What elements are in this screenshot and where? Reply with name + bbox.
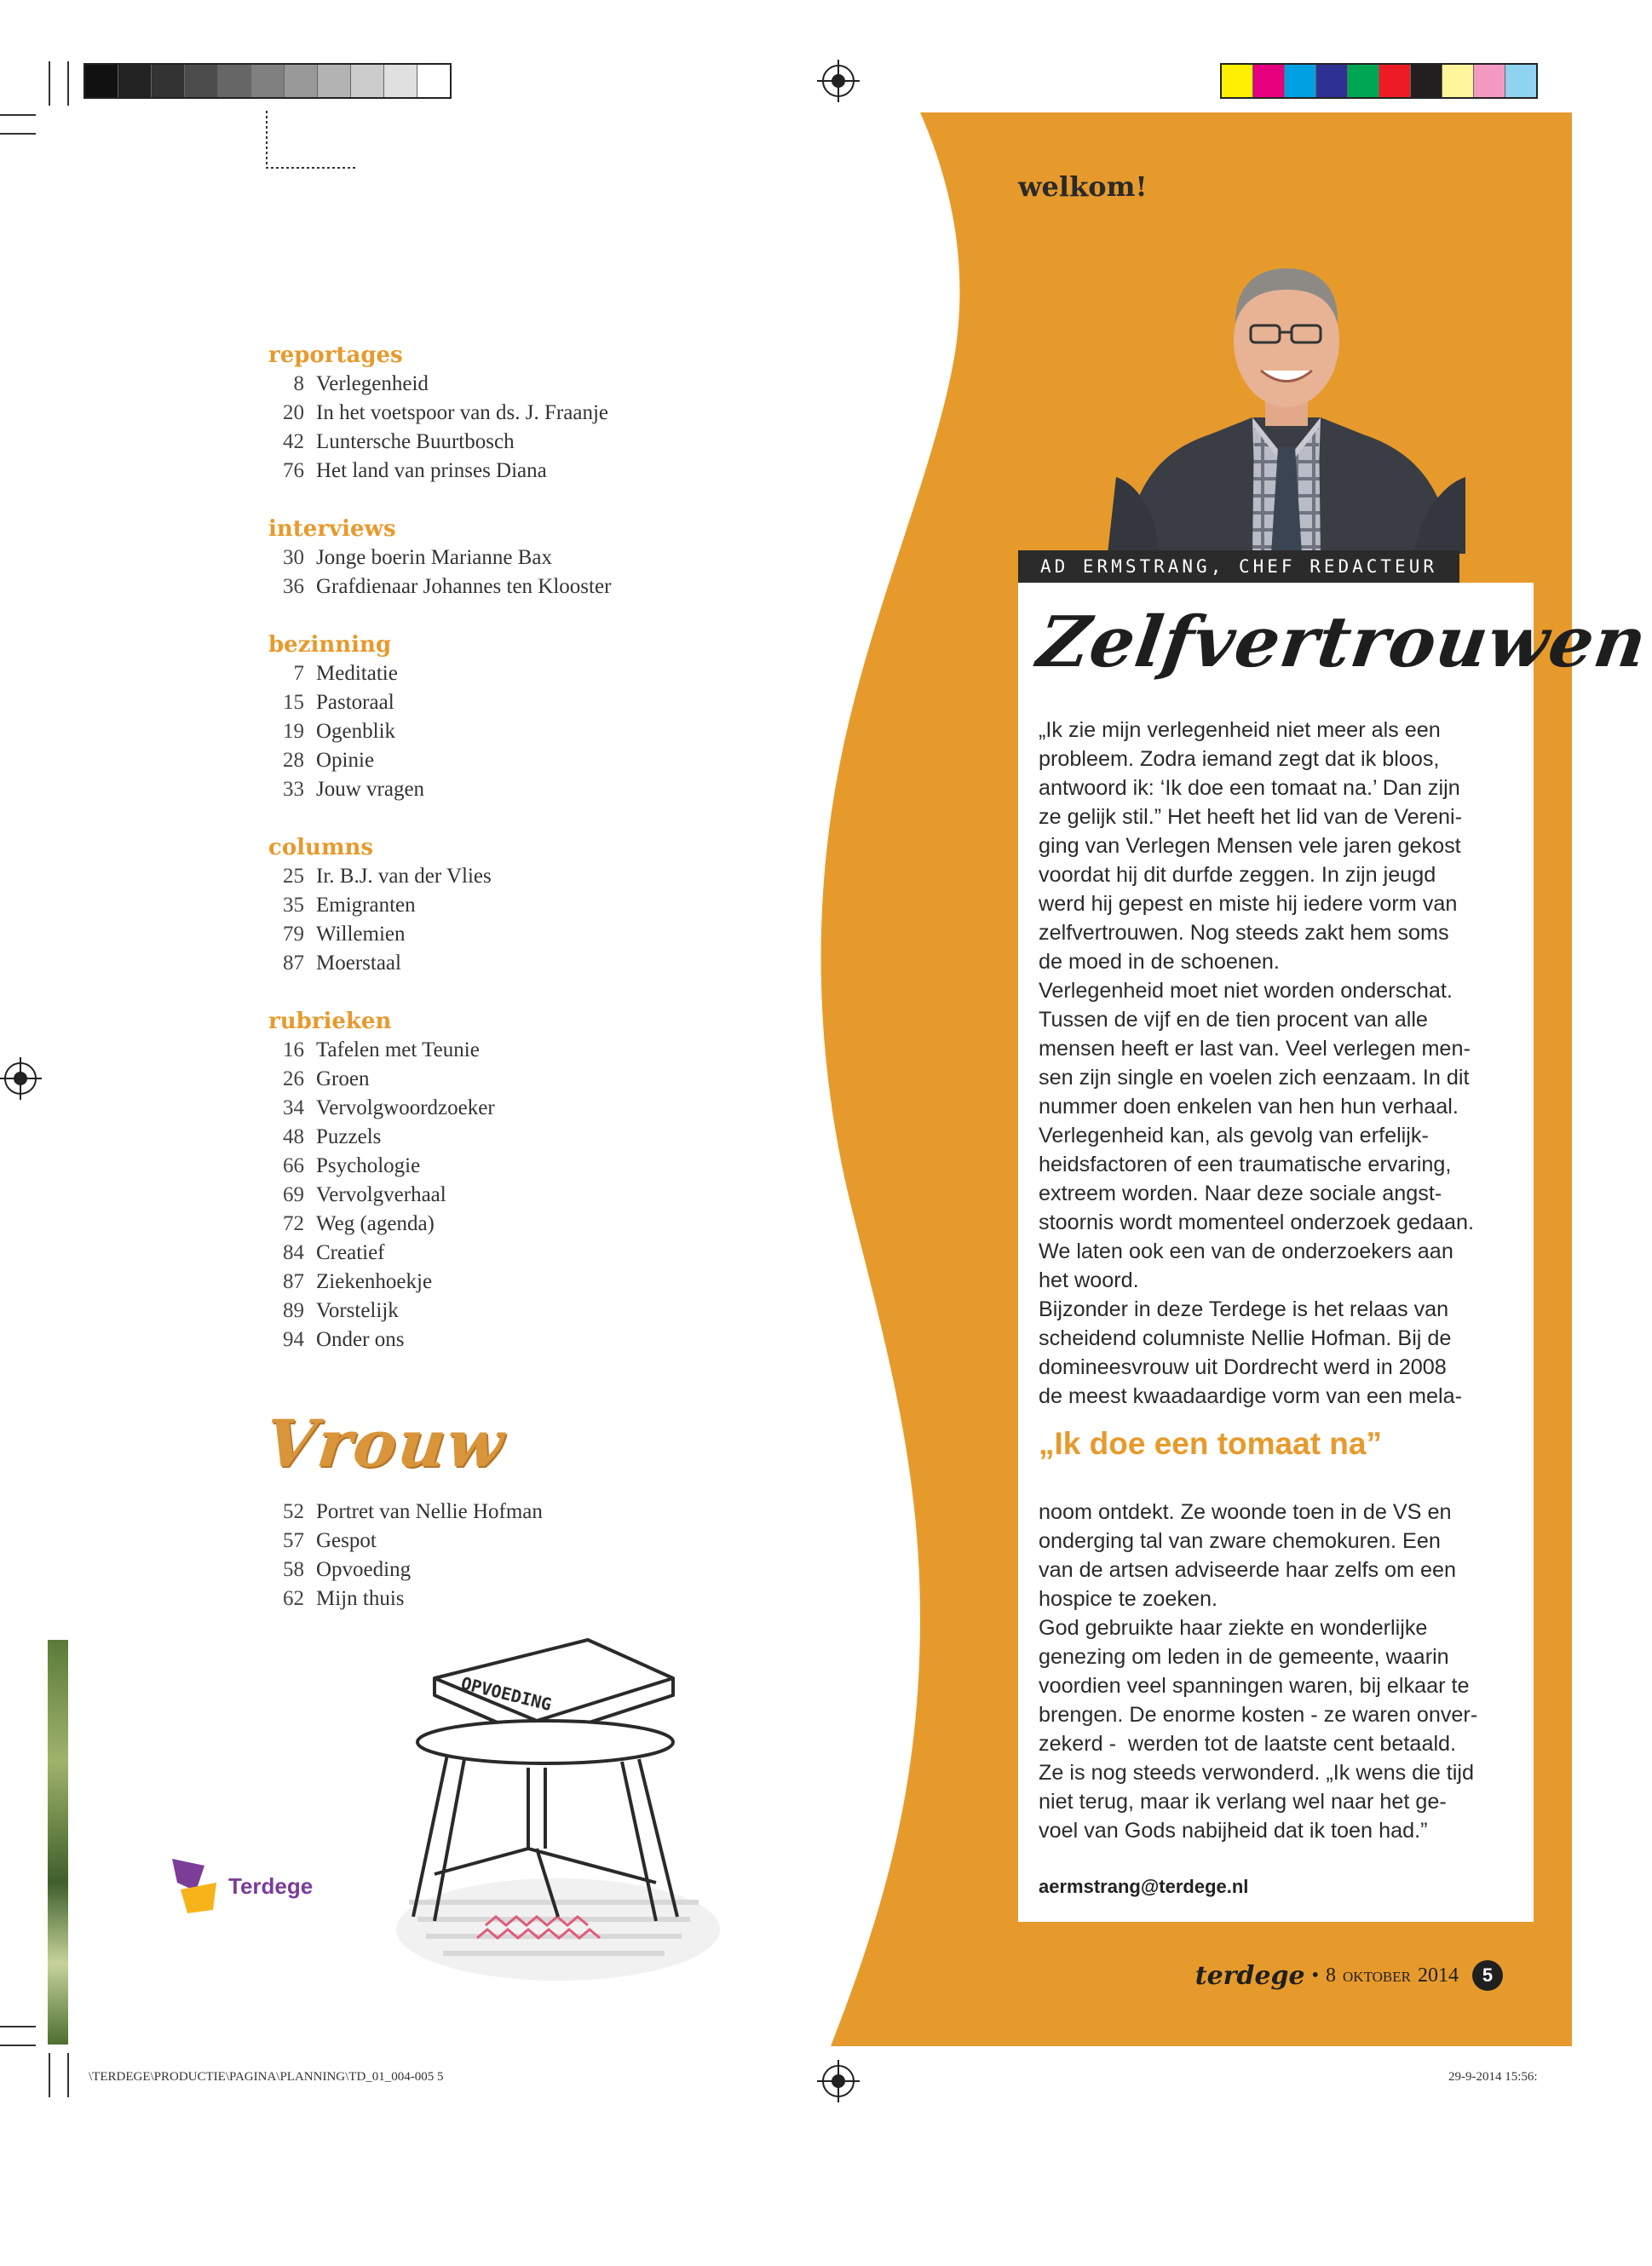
toc-page-number: 33 — [283, 778, 304, 801]
toc-entry-title: Vervolgverhaal — [316, 1183, 446, 1206]
toc-entry[interactable] — [268, 1036, 745, 1065]
toc-entry-title: Jouw vragen — [316, 778, 425, 801]
toc-page-number: 89 — [283, 1299, 304, 1322]
pull-quote: „Ik doe een tomaat na” — [1039, 1426, 1382, 1461]
toc-page-number: 26 — [283, 1067, 304, 1090]
terdege-logo-text: Terdege — [228, 1872, 314, 1899]
article-line: antwoord ik: ‘Ik doe een tomaat na.’ Dan zijn — [1039, 776, 1460, 800]
editorial-article — [1018, 583, 1652, 1922]
toc-page-number: 57 — [283, 1529, 304, 1552]
toc-section-heading: interviews — [268, 516, 396, 542]
toc-page-number: 72 — [283, 1212, 304, 1235]
toc-entry[interactable] — [268, 1527, 543, 1556]
toc-page-number: 52 — [283, 1500, 304, 1523]
toc-entry-title: Puzzels — [316, 1125, 382, 1148]
toc-entry[interactable] — [268, 862, 745, 891]
toc-entry-title: Emigranten — [316, 894, 416, 917]
toc-entry-title: Groen — [316, 1067, 370, 1090]
toc-entry[interactable] — [268, 1239, 745, 1268]
article-line: voordien veel spanningen waren, bij elkaar te — [1039, 1674, 1470, 1698]
toc-page-number: 20 — [283, 401, 304, 424]
article-line: hospice te zoeken. — [1039, 1587, 1218, 1611]
page-footer — [1195, 1960, 1503, 1991]
toc-page-number: 62 — [283, 1587, 304, 1610]
photo-caption: AD ERMSTRANG, CHEF REDACTEUR — [1018, 550, 1459, 583]
toc-section — [268, 630, 745, 804]
toc-entry-title: Verlegenheid — [316, 372, 429, 395]
toc-entry-title: Vervolgwoordzoeker — [316, 1096, 495, 1119]
article-line: ze gelijk stil.” Het heeft het lid van de Vereni- — [1039, 805, 1463, 829]
toc-entry-title: Tafelen met Teunie — [316, 1038, 480, 1061]
toc-page-number: 48 — [283, 1125, 304, 1148]
article-line: „Ik zie mijn verlegenheid niet meer als een — [1039, 718, 1441, 742]
toc-entry-title: Portret van Nellie Hofman — [316, 1500, 543, 1523]
toc-entry-title: Gespot — [316, 1529, 377, 1552]
toc-entry[interactable] — [268, 1094, 745, 1123]
toc-section-heading: columns — [268, 835, 374, 860]
toc-section-heading: bezinning — [268, 632, 392, 658]
vrouw-section-logo: Vrouw — [262, 1406, 509, 1481]
footer-separator: • — [1311, 1964, 1320, 1987]
toc-page-number: 15 — [283, 691, 304, 714]
article-line: heidsfactoren of een traumatische ervaring, — [1039, 1153, 1452, 1176]
toc-entry[interactable] — [268, 1326, 745, 1354]
page-number: 5 — [1472, 1960, 1503, 1991]
toc-entry-title: In het voetspoor van ds. J. Fraanje — [316, 401, 608, 424]
toc-entry[interactable] — [268, 920, 745, 949]
toc-entry-title: Grafdienaar Johannes ten Klooster — [316, 575, 612, 598]
toc-page-number: 94 — [283, 1328, 304, 1351]
toc-section — [268, 833, 745, 978]
slug-datetime: 29-9-2014 15:56: — [1448, 2070, 1538, 2084]
toc-entry-title: Moerstaal — [316, 952, 401, 975]
toc-page-number: 35 — [283, 894, 304, 917]
article-line: We laten ook een van de onderzoekers aan — [1039, 1239, 1453, 1263]
toc-entry-title: Jonge boerin Marianne Bax — [316, 546, 553, 569]
article-line: zekerd - werden tot de laatste cent betaald. — [1039, 1732, 1457, 1756]
toc-page-number: 87 — [283, 1270, 304, 1293]
toc-entry[interactable] — [268, 370, 745, 399]
toc-page-number: 58 — [283, 1558, 304, 1581]
toc-entry[interactable] — [268, 1498, 543, 1527]
toc-page-number: 69 — [283, 1183, 304, 1206]
toc-page-number: 28 — [283, 749, 304, 772]
toc-page-number: 76 — [283, 459, 304, 482]
toc-entry-title: Opvoeding — [316, 1558, 412, 1581]
editor-portrait — [1108, 204, 1465, 554]
toc-page-number: 8 — [293, 372, 304, 395]
toc-entry[interactable] — [268, 659, 745, 688]
toc-entry-title: Ogenblik — [316, 720, 396, 743]
toc-entry[interactable] — [268, 1210, 745, 1239]
toc-page-number: 87 — [283, 952, 304, 975]
toc-entry[interactable] — [268, 1297, 745, 1326]
toc-entry[interactable] — [268, 746, 745, 775]
footer-date-day: 8 — [1326, 1964, 1337, 1987]
toc-page-number: 36 — [283, 575, 304, 598]
footer-date-year: 2014 — [1418, 1964, 1459, 1987]
article-line: stoornis wordt momenteel onderzoek gedaan. — [1039, 1211, 1475, 1234]
toc-page-number: 7 — [293, 662, 304, 685]
toc-page-number: 19 — [283, 720, 304, 743]
toc-section — [268, 515, 745, 601]
table-of-contents — [268, 341, 745, 1383]
toc-entry[interactable] — [268, 572, 745, 601]
toc-entry[interactable] — [268, 1123, 745, 1152]
article-line: ging van Verlegen Mensen vele jaren gekost — [1039, 834, 1461, 858]
footer-date-month: oktober — [1343, 1964, 1411, 1987]
toc-section-heading: reportages — [268, 342, 403, 368]
toc-page-number: 66 — [283, 1154, 304, 1177]
toc-section — [268, 341, 745, 486]
toc-entry-title: Vorstelijk — [316, 1299, 399, 1322]
article-line: noom ontdekt. Ze woonde toen in de VS en — [1039, 1500, 1452, 1524]
article-line: onderging tal van zware chemokuren. Een — [1039, 1529, 1441, 1553]
article-line: de moed in de schoenen. — [1039, 950, 1280, 974]
toc-entry-title: Ziekenhoekje — [316, 1270, 433, 1293]
author-email-link[interactable]: aermstrang@terdege.nl — [1039, 1876, 1249, 1897]
toc-section — [268, 1007, 745, 1354]
slug-path: \TERDEGE\PRODUCTIE\PAGINA\PLANNING\TD_01_004-005 5 — [89, 2070, 444, 2084]
toc-entry-title: Willemien — [316, 923, 406, 946]
toc-entry-title: Ir. B.J. van der Vlies — [316, 865, 492, 888]
illustration-book-label: OPVOEDING — [458, 1672, 554, 1716]
toc-entry-title: Psychologie — [316, 1154, 421, 1177]
article-line: Tussen de vijf en de tien procent van alle — [1039, 1008, 1428, 1032]
toc-page-number: 84 — [283, 1241, 304, 1264]
article-line: voel van Gods nabijheid dat ik toen had.” — [1039, 1819, 1428, 1843]
toc-entry-title: Opinie — [316, 749, 375, 772]
toc-entry[interactable] — [268, 428, 745, 457]
editorial-kicker: welkom! — [1018, 170, 1148, 203]
toc-entry-title: Meditatie — [316, 662, 398, 685]
article-line: extreem worden. Naar deze sociale angst- — [1039, 1182, 1442, 1205]
toc-entry-title: Mijn thuis — [316, 1587, 405, 1610]
toc-entry[interactable] — [268, 775, 745, 804]
toc-page-number: 42 — [283, 430, 304, 453]
article-line: Verlegenheid moet niet worden onderschat. — [1039, 979, 1453, 1003]
toc-entry[interactable] — [268, 891, 745, 920]
article-line: sen zijn single en voelen zich eenzaam. In dit — [1039, 1066, 1470, 1090]
toc-entry[interactable] — [268, 1181, 745, 1210]
article-line: Ze is nog steeds verwonderd. „Ik wens die tijd — [1039, 1761, 1474, 1785]
article-line: nummer doen enkelen van hen hun verhaal. — [1039, 1095, 1459, 1119]
toc-entry-title: Pastoraal — [316, 691, 394, 714]
article-line: probleem. Zodra iemand zegt dat ik bloos, — [1039, 747, 1440, 771]
toc-page-number: 30 — [283, 546, 304, 569]
article-line: God gebruikte haar ziekte en wonderlijke — [1039, 1616, 1428, 1640]
toc-entry-title: Creatief — [316, 1241, 385, 1264]
toc-entry[interactable] — [268, 457, 745, 486]
article-line: scheidend columniste Nellie Hofman. Bij de — [1039, 1326, 1452, 1350]
article-line: mensen heeft er last van. Veel verlegen men- — [1039, 1037, 1471, 1061]
toc-entry-title: Het land van prinses Diana — [316, 459, 547, 482]
toc-entry[interactable] — [268, 688, 745, 717]
toc-entry-title: Weg (agenda) — [316, 1212, 435, 1235]
toc-entry[interactable] — [268, 1065, 745, 1094]
terdege-logo-icon — [170, 1857, 222, 1915]
article-line: brengen. De enorme kosten - ze waren onver- — [1039, 1703, 1478, 1727]
toc-entry[interactable] — [268, 1152, 745, 1181]
article-line: werd hij gepest en miste hij iedere vorm van — [1039, 892, 1458, 916]
terdege-brand-logo — [170, 1857, 313, 1915]
footer-brand: terdege — [1194, 1960, 1305, 1991]
toc-entry[interactable] — [268, 949, 745, 978]
article-line: van de artsen adviseerde haar zelfs om een — [1039, 1558, 1457, 1582]
toc-entry[interactable] — [268, 399, 745, 428]
article-line: voordat hij dit durfde zeggen. In zijn jeugd — [1039, 863, 1436, 887]
toc-page-number: 79 — [283, 923, 304, 946]
toc-page-number: 16 — [283, 1038, 304, 1061]
article-headline: Zelfvertrouwen — [1033, 601, 1652, 683]
toc-entry[interactable] — [268, 1268, 745, 1297]
article-line: zelfvertrouwen. Nog steeds zakt hem soms — [1039, 921, 1449, 945]
article-line: de meest kwaadaardige vorm van een mela- — [1039, 1384, 1463, 1408]
article-line: niet terug, maar ik verlang wel naar het ge- — [1039, 1790, 1447, 1814]
article-body-bottom — [1039, 1498, 1517, 1845]
toc-entry-title: Luntersche Buurtbosch — [316, 430, 515, 453]
toc-section-heading: rubrieken — [268, 1009, 392, 1034]
toc-page-number: 34 — [283, 1096, 304, 1119]
stool-illustration — [375, 1593, 741, 1985]
toc-page-number: 25 — [283, 865, 304, 888]
toc-entry[interactable] — [268, 1556, 543, 1584]
article-line: Verlegenheid kan, als gevolg van erfelijk- — [1039, 1124, 1429, 1147]
toc-entry[interactable] — [268, 717, 745, 746]
article-line: het woord. — [1039, 1268, 1139, 1292]
article-line: genezing om leden in de gemeente, waarin — [1039, 1645, 1449, 1669]
article-body-top — [1039, 716, 1517, 1411]
toc-entry[interactable] — [268, 543, 745, 572]
toc-entry-title: Onder ons — [316, 1328, 405, 1351]
article-line: Bijzonder in deze Terdege is het relaas van — [1039, 1297, 1449, 1321]
article-line: domineesvrouw uit Dordrecht werd in 2008 — [1039, 1355, 1447, 1379]
